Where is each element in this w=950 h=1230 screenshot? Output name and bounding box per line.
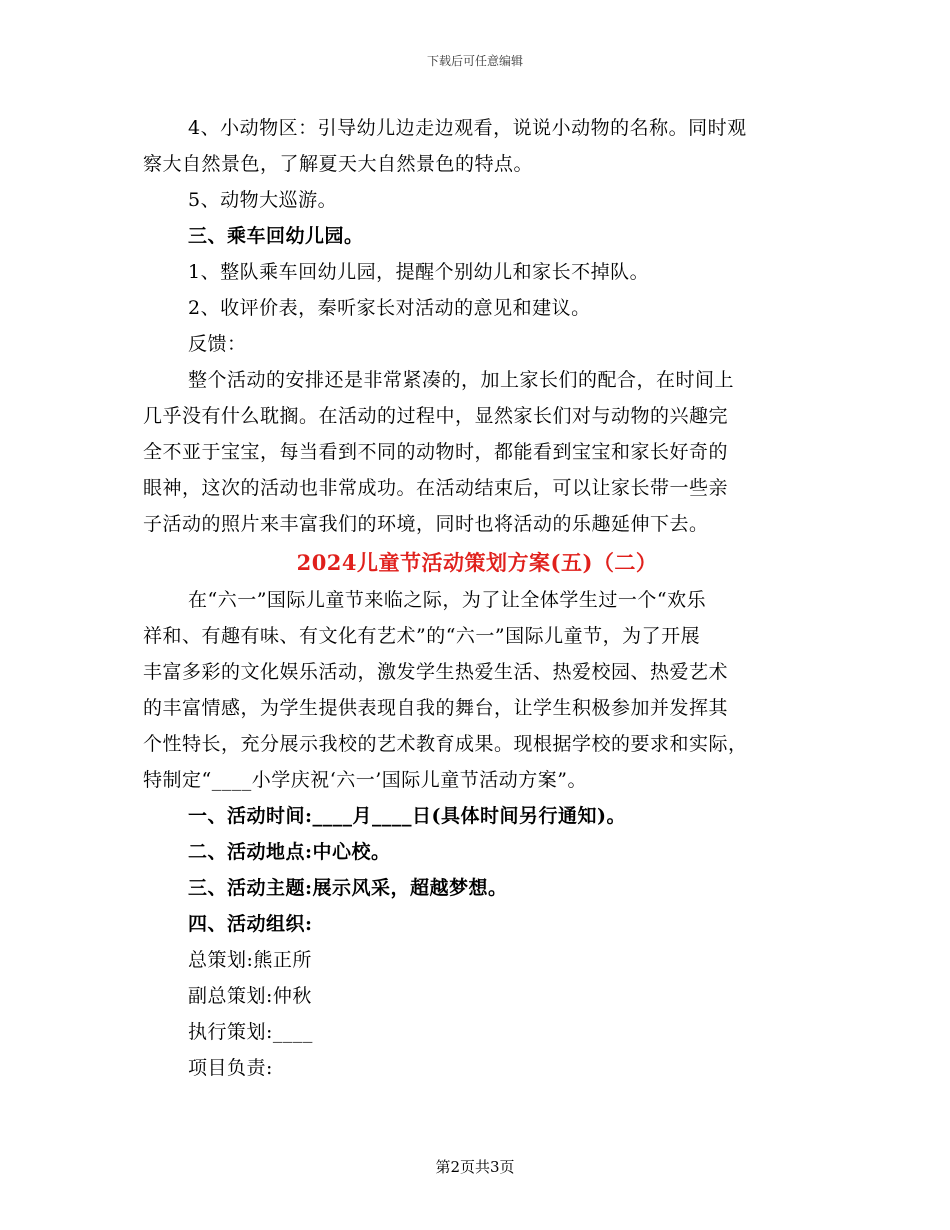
chief-planner: 总策划:熊正所	[188, 949, 312, 971]
activity-theme: 三、活动主题:展示风采，超越梦想。	[188, 877, 508, 899]
intro-line: 丰富多彩的文化娱乐活动，激发学生热爱生活、热爱校园、热爱艺术	[143, 661, 729, 683]
vice-planner: 副总策划:仲秋	[188, 985, 312, 1007]
paragraph-return-1: 1、整队乘车回幼儿园，提醒个别幼儿和家长不掉队。	[188, 261, 650, 283]
document-body	[143, 110, 811, 1086]
feedback-label: 反馈：	[188, 333, 247, 355]
intro-line: 特制定“____小学庆祝‘六一’国际儿童节活动方案”。	[143, 769, 588, 791]
paragraph-item5: 5、动物大巡游。	[188, 189, 338, 211]
feedback-line: 眼神，这次的活动也非常成功。在活动结束后，可以让家长带一些亲	[143, 477, 729, 499]
project-lead: 项目负责:	[188, 1057, 273, 1079]
activity-place: 二、活动地点:中心校。	[188, 841, 391, 863]
page-footer: 第2页共3页	[435, 1158, 515, 1176]
feedback-line: 几乎没有什么耽搁。在活动的过程中，显然家长们对与动物的兴趣完	[143, 405, 729, 427]
intro-line: 的丰富情感，为学生提供表现自我的舞台，让学生积极参加并发挥其	[143, 697, 729, 719]
section-heading-return: 三、乘车回幼儿园。	[188, 225, 364, 247]
activity-organization: 四、活动组织:	[188, 913, 313, 935]
paragraph-return-2: 2、收评价表，秦听家长对活动的意见和建议。	[188, 297, 591, 319]
intro-line: 在“六一”国际儿童节来临之际，为了让全体学生过一个“欢乐	[188, 589, 707, 611]
activity-time: 一、活动时间:____月____日(具体时间另行通知)。	[188, 805, 626, 827]
page-header: 下载后可任意编辑	[426, 54, 523, 68]
paragraph-item4: 4、小动物区：引导幼儿边走边观看，说说小动物的名称。同时观	[188, 117, 747, 139]
intro-line: 个性特长，充分展示我校的艺术教育成果。现根据学校的要求和实际，	[143, 733, 748, 755]
feedback-line: 子活动的照片来丰富我们的环境，同时也将活动的乐趣延伸下去。	[143, 513, 709, 535]
feedback-line: 整个活动的安排还是非常紧凑的，加上家长们的配合，在时间上	[188, 369, 735, 391]
document-title: 2024儿童节活动策划方案(五)（二）	[296, 550, 658, 575]
executive-planner: 执行策划:____	[188, 1021, 313, 1043]
paragraph-item4-cont: 察大自然景色，了解夏天大自然景色的特点。	[143, 153, 534, 175]
intro-line: 祥和、有趣有味、有文化有艺术”的“六一”国际儿童节，为了开展	[143, 625, 701, 647]
feedback-line: 全不亚于宝宝，每当看到不同的动物时，都能看到宝宝和家长好奇的	[143, 441, 729, 463]
